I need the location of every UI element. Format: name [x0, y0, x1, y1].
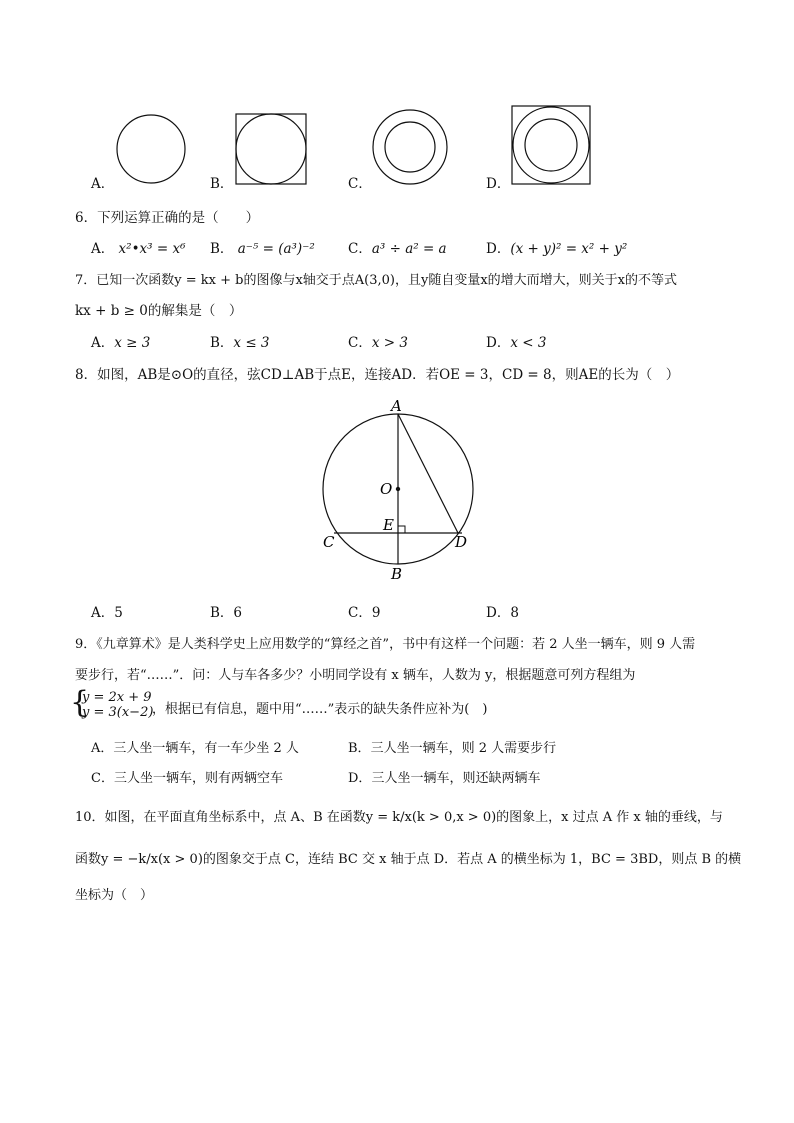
q8-option-d [486, 601, 519, 621]
q5-figure-b [234, 112, 308, 186]
q5-option-d-label: D． [486, 176, 511, 192]
q6-option-c [348, 237, 447, 257]
q8-label-c: C [323, 533, 335, 551]
q8-option-a-label: A． [91, 605, 115, 621]
q7-option-a-label: A． [91, 335, 115, 351]
q7-stem-line2: kx + b ≥ 0的解集是（ ） [75, 303, 243, 319]
q6-option-d-expr: (x + y)² = x² + y² [510, 241, 628, 257]
q9-option-a [91, 737, 299, 756]
q6-option-a-expr: x²•x³ = x⁶ [118, 241, 186, 257]
q8-label-a: A [391, 397, 402, 415]
q9-option-a-text: 三人坐一辆车，有一车少坐 2 人 [113, 741, 299, 756]
q9-option-d [348, 767, 540, 786]
q9-equation-brace: { [70, 685, 90, 720]
q9-option-c-label: C． [91, 771, 114, 786]
q8-option-d-value: 8 [510, 605, 519, 621]
q6-option-d [486, 237, 627, 257]
q6-option-b [210, 237, 315, 257]
q6-option-c-expr: a³ ÷ a² = a [371, 241, 447, 257]
q8-option-c-value: 9 [371, 605, 381, 621]
q9-stem-line1: 9．《九章算术》是人类科学史上应用数学的“算经之首”，书中有这样一个问题：若 2 人坐一辆车，则 9 人需 [75, 637, 696, 652]
q8-label-d: D [455, 533, 468, 551]
q8-option-b-value: 6 [233, 605, 243, 621]
q8-option-c [348, 601, 380, 621]
q7-option-a [91, 331, 150, 351]
q8-option-b-label: B． [210, 605, 234, 621]
q8-label-e: E [383, 516, 394, 534]
q6-option-a-label: A． [91, 241, 115, 257]
q8-stem: 8．如图，AB是⊙O的直径，弦CD⊥AB于点E，连接AD．若OE = 3，CD = 8，则AE的长为（ ） [75, 367, 680, 383]
q7-option-b [210, 331, 270, 351]
q10-stem-line2: 函数y = −k/x(x > 0)的图象交于点 C，连结 BC 交 x 轴于点 D．若点 A 的横坐标为 1，BC = 3BD，则点 B 的横 [75, 852, 742, 867]
q8-segment-ad [398, 414, 458, 533]
q9-equation-1: y = 2x + 9 [82, 690, 152, 705]
q9-option-d-label: D． [348, 771, 372, 786]
q6-option-b-label: B． [210, 241, 234, 257]
q6-option-b-expr: a⁻⁵ = (a³)⁻² [237, 241, 315, 257]
q8-circle-figure [315, 393, 485, 588]
q9-stem-line3: ，根据已有信息，题中用“……”表示的缺失条件应补为( ) [152, 702, 488, 717]
q6-option-a [91, 237, 185, 257]
q7-option-c [348, 331, 408, 351]
q9-equation-2: y = 3(x−2) [82, 705, 154, 720]
q8-option-a-value: 5 [114, 605, 123, 621]
q7-option-d [486, 331, 546, 351]
q5-figure-c [370, 107, 450, 187]
q7-option-c-label: C． [348, 335, 372, 351]
q5-option-a-label: A． [91, 176, 115, 192]
q6-stem: 6．下列运算正确的是（ ） [75, 210, 260, 226]
q5-figure-d [510, 104, 592, 186]
q9-option-b-text: 三人坐一辆车，则 2 人需要步行 [370, 741, 557, 756]
q8-label-b: B [391, 565, 403, 583]
q8-option-b [210, 601, 242, 621]
q8-right-angle-mark [398, 526, 405, 533]
q7-option-d-expr: x < 3 [510, 335, 547, 351]
q7-option-c-expr: x > 3 [371, 335, 408, 351]
q9-stem-line2: 要步行，若“……”．问：人与车各多少？小明同学设有 x 辆车，人数为 y，根据题意可列方程组为 [75, 668, 636, 683]
q10-stem-line1: 10．如图，在平面直角坐标系中，点 A、B 在函数y = k/x(k > 0,x > 0)的图象上，x 过点 A 作 x 轴的垂线，与 [75, 810, 723, 825]
q9-option-a-label: A． [91, 741, 114, 756]
q6-option-d-label: D． [486, 241, 511, 257]
q10-stem-line3: 坐标为（ ） [75, 888, 154, 903]
q9-option-b-label: B． [348, 741, 371, 756]
q9-option-b [348, 737, 556, 756]
q8-center-point [396, 487, 400, 491]
q9-option-d-text: 三人坐一辆车，则还缺两辆车 [371, 771, 541, 786]
q8-option-c-label: C． [348, 605, 372, 621]
q8-option-a [91, 601, 123, 621]
q7-option-a-expr: x ≥ 3 [114, 335, 151, 351]
q8-label-o: O [380, 480, 393, 498]
q6-option-c-label: C． [348, 241, 372, 257]
q9-option-c [91, 767, 283, 786]
q5-option-c-label: C． [348, 176, 372, 192]
q7-option-b-label: B． [210, 335, 234, 351]
q7-option-b-expr: x ≤ 3 [233, 335, 270, 351]
q5-option-b-label: B． [210, 176, 234, 192]
q8-option-d-label: D． [486, 605, 511, 621]
q7-stem-line1: 7．已知一次函数y = kx + b的图像与x轴交于点A(3,0)，且y随自变量x的增大而增大，则关于x的不等式 [75, 273, 678, 288]
q7-option-d-label: D． [486, 335, 511, 351]
q9-option-c-text: 三人坐一辆车，则有两辆空车 [113, 771, 283, 786]
q5-figure-a [114, 112, 188, 186]
